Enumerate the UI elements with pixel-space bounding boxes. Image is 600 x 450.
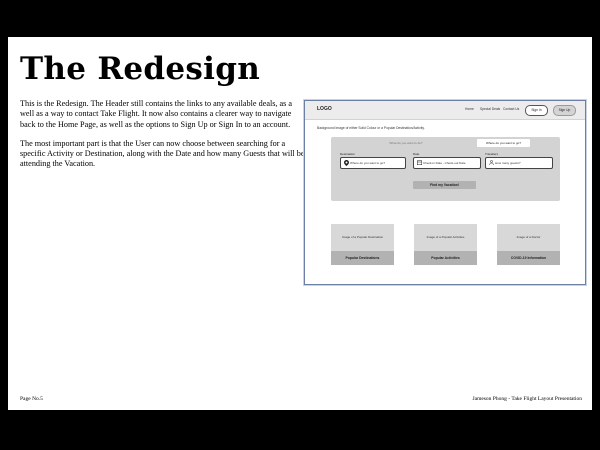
travellers-input[interactable] [485,157,553,169]
card-popular-destinations[interactable] [331,224,394,265]
slide-body [20,99,305,179]
find-vacation-button[interactable]: Find my Vacation! [413,181,476,189]
logo[interactable]: LOGO [317,106,332,112]
destination-label: Destination [340,152,356,156]
nav-home[interactable]: Home [465,107,474,111]
date-placeholder: Check-in Date - Check-out Date [423,161,466,165]
location-pin-icon [344,160,349,166]
tab-activity[interactable]: What do you want to do? [389,141,423,145]
slide-title: The Redesign [20,51,261,87]
calendar-icon [417,160,422,165]
card-image-placeholder: Image of a Popular Activities [414,224,477,251]
card-label: Popular Destinations [331,251,394,265]
travellers-placeholder: How many guests? [495,161,521,165]
card-covid-information[interactable] [497,224,560,265]
presentation-credit: Jameson Phong - Take Flight Layout Presentation [472,396,582,402]
sign-in-button[interactable]: Sign In [525,105,548,116]
wireframe-header [305,101,585,120]
sign-up-button[interactable]: Sign Up [553,105,576,116]
card-label: COVID-19 Information [497,251,560,265]
body-paragraph-1: This is the Redesign. The Header still contains the links to any available deals, as a well as a way to contact Take Flight. It now also contains a clearer way to navigate back to the Home Page, as well as the options to Sign Up or Sign In to an account. [20,99,293,129]
card-image-placeholder: Image of a Doctor [497,224,560,251]
card-image-placeholder: Image of a Popular Destination [331,224,394,251]
body-paragraph-2: The most important part is that the User can now choose between searching for a specific Activity or Destination, along with the Date and how many Guests that will be attending the Vacation. [20,138,305,169]
nav-special-deals[interactable]: Special Deals [480,107,501,111]
date-input[interactable] [413,157,481,169]
wireframe-mockup [304,100,586,285]
destination-placeholder: Where do you want to go? [350,161,386,165]
card-popular-activities[interactable] [414,224,477,265]
search-panel [331,137,560,201]
card-label: Popular Activities [414,251,477,265]
slide [8,37,592,410]
tab-destination[interactable]: Where do you want to go? [477,139,530,147]
background-note: Background Image of either Solid Colour or a Popular Destination/Activity. [317,126,425,130]
date-label: Date [413,152,420,156]
nav-contact-us[interactable]: Contact Us [503,107,520,111]
travellers-label: Travellers [485,152,499,156]
page-number: Page No.5 [20,396,43,402]
person-icon [489,160,494,165]
destination-input[interactable] [340,157,406,169]
